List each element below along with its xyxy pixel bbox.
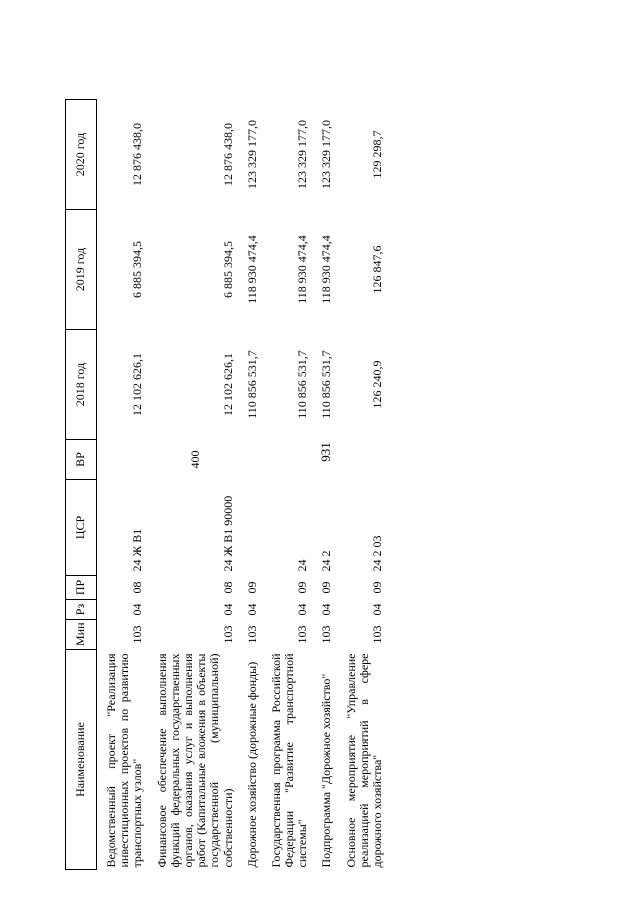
table-row — [97, 100, 148, 870]
row-2019: 126 847,6 — [370, 245, 384, 294]
header-2019: 2019 год — [66, 210, 97, 330]
row-2018: 12 102 626,1 — [130, 353, 145, 416]
row-2019: 118 930 474,4 — [319, 235, 334, 304]
row-name: Ведомственный проект "Реализация инвестиционных проектов по развитию транспортных узлов" — [104, 653, 145, 868]
row-name: Основное мероприятие "Управление реализацией мероприятий в сфере дорожного хозяйства" — [343, 653, 384, 868]
header-csr: ЦСР — [66, 480, 97, 576]
row-rz: 04 — [130, 603, 145, 616]
row-min: 103 — [220, 625, 235, 644]
row-pr: 09 — [370, 581, 384, 594]
header-vr: ВР — [66, 440, 97, 480]
page-number: 931 — [318, 442, 333, 462]
row-2020: 123 329 177,0 — [295, 120, 310, 189]
header-pr: ПР — [66, 576, 97, 600]
row-2018: 12 102 626,1 — [220, 353, 235, 416]
header-2020: 2020 год — [66, 100, 97, 210]
row-2018: 126 240,9 — [370, 360, 384, 409]
row-2020: 12 876 438,0 — [130, 123, 145, 186]
row-rz: 04 — [319, 603, 334, 616]
row-rz: 04 — [370, 603, 384, 616]
row-min: 103 — [319, 625, 334, 644]
row-2020: 123 329 177,0 — [244, 120, 259, 189]
row-min: 103 — [295, 625, 310, 644]
row-name: Государственная программа Российской Федерации "Развитие транспортной системы" — [268, 653, 310, 868]
row-pr: 08 — [220, 581, 235, 594]
row-rz: 04 — [220, 603, 235, 616]
row-vr — [337, 440, 388, 480]
row-pr: 09 — [319, 581, 334, 594]
row-2019: 6 885 394,5 — [220, 241, 235, 298]
row-2018: 110 856 531,7 — [295, 350, 310, 419]
row-name: Финансовое обеспечение выполнения функций федеральных государственных органов, оказания услуг и выполнения работ (Капитальные вложения в объекты государственной (муниципальной) собственности) — [154, 653, 235, 868]
row-csr: 24 Ж В1 90000 — [220, 495, 235, 572]
row-min: 103 — [130, 625, 145, 644]
row-2020: 12 876 438,0 — [220, 123, 235, 186]
row-csr: 24 — [295, 559, 310, 572]
row-vr: 400 — [187, 450, 202, 469]
row-rz: 04 — [295, 603, 310, 616]
table-row — [312, 100, 336, 870]
header-min: Мин — [66, 620, 97, 650]
row-min: 103 — [244, 625, 259, 644]
row-name: Дорожное хозяйство (дорожные фонды) — [244, 661, 259, 868]
row-pr: 09 — [244, 581, 259, 594]
row-2019: 118 930 474,4 — [295, 235, 310, 304]
row-rz: 04 — [244, 603, 259, 616]
table-row — [337, 100, 388, 870]
header-2018: 2018 год — [66, 330, 97, 440]
row-csr: 24 Ж В1 — [130, 528, 145, 572]
row-2019: 118 930 474,4 — [244, 235, 259, 304]
table-header-row — [66, 100, 97, 870]
header-rz: Рз — [66, 600, 97, 620]
row-csr — [238, 480, 262, 576]
table-row — [148, 100, 238, 870]
row-vr — [238, 440, 262, 480]
row-vr — [97, 440, 148, 480]
row-pr: 09 — [295, 581, 310, 594]
row-vr — [312, 440, 336, 480]
table-row — [262, 100, 313, 870]
row-2018: 110 856 531,7 — [319, 350, 334, 419]
budget-table — [65, 99, 387, 870]
row-csr: 24 2 03 — [370, 535, 384, 572]
row-2020: 129 298,7 — [370, 130, 384, 179]
row-csr: 24 2 — [319, 550, 334, 572]
row-vr — [262, 440, 313, 480]
row-2019: 6 885 394,5 — [130, 241, 145, 298]
table-row — [238, 100, 262, 870]
row-2018: 110 856 531,7 — [244, 350, 259, 419]
row-pr: 08 — [130, 581, 145, 594]
rotated-page-content — [65, 70, 595, 870]
header-name: Наименование — [66, 650, 97, 870]
row-name: Подпрограмма "Дорожное хозяйство" — [319, 673, 334, 868]
row-2020: 123 329 177,0 — [319, 120, 334, 189]
row-min: 103 — [370, 625, 384, 644]
